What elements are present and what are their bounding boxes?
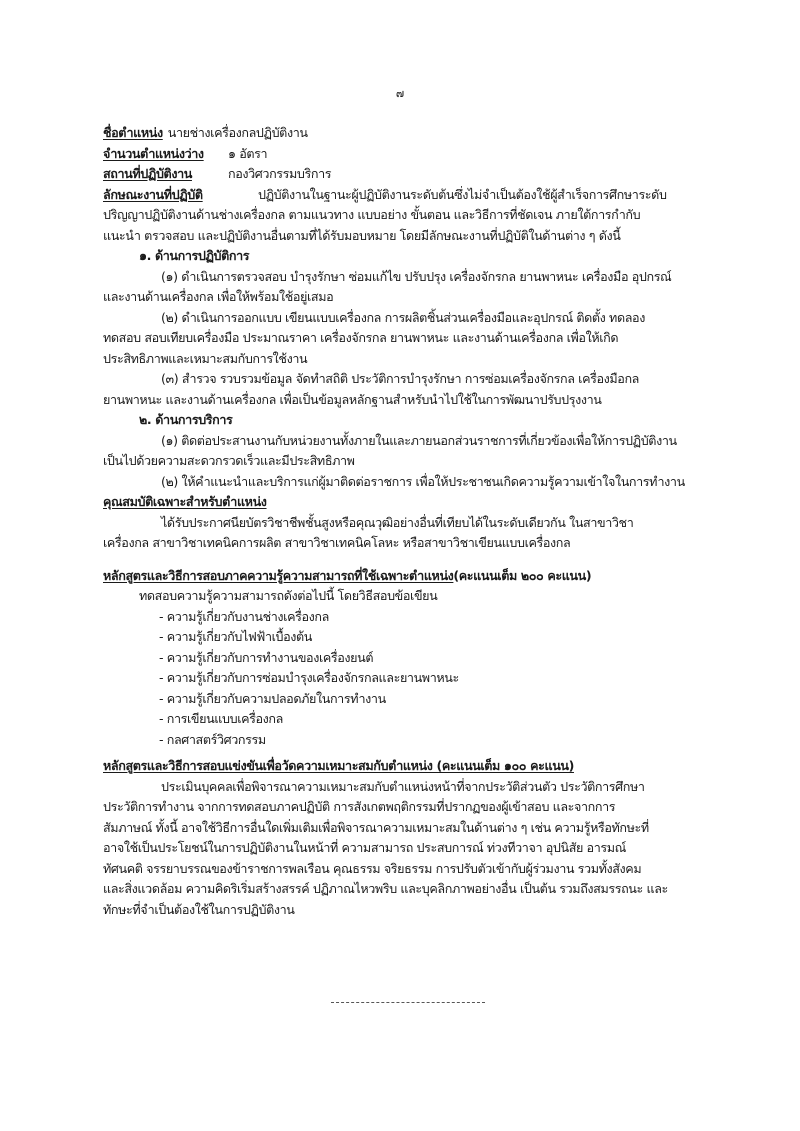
vacancy-value: ๑ อัตรา	[228, 145, 268, 161]
exam-topic: - ความรู้เกี่ยวกับไฟฟ้าเบื้องต้น	[159, 629, 313, 644]
suitability-line: ประวัติการทำงาน จากการทดสอบภาคปฏิบัติ การสังเกตพฤติกรรมที่ปรากฏของผู้เข้าสอบ และจากการ	[103, 799, 616, 814]
page-number: ๗	[395, 87, 405, 100]
exam-topic: - ความรู้เกี่ยวกับความปลอดภัยในการทำงาน	[159, 690, 386, 706]
position-row	[103, 123, 778, 144]
duty-line: แนะนำ ตรวจสอบ และปฏิบัติงานอื่นตามที่ได้รับมอบหมาย โดยมีลักษณะงานที่ปฏิบัติในด้านต่าง ๆ ดังนี้	[103, 227, 621, 243]
suitability-line: ประเมินบุคคลเพื่อพิจารณาความเหมาะสมกับตำแหน่งหน้าที่จากประวัติส่วนตัว ประวัติการศึกษา	[161, 778, 645, 794]
position-value: นายช่างเครื่องกลปฏิบัติงาน	[167, 125, 308, 140]
section-title: ๒. ด้านการบริการ	[139, 412, 233, 427]
duty-row	[103, 185, 778, 206]
exam-topic: - ความรู้เกี่ยวกับงานช่างเครื่องกล	[159, 608, 329, 624]
section-item-cont: เป็นไปด้วยความสะดวกรวดเร็วและมีประสิทธิภาพ	[103, 453, 355, 468]
exam-topic: - ความรู้เกี่ยวกับการซ่อมบำรุงเครื่องจักรกลและยานพาหนะ	[159, 670, 459, 685]
document-body	[103, 123, 778, 920]
duty-label: ลักษณะงานที่ปฏิบัติ	[103, 186, 203, 202]
suitability-line: อาจใช้เป็นประโยชน์ในการปฏิบัติงานในหน้าที่ ความสามารถ ประสบการณ์ ท่วงทีวาจา อุปนิสัย อารมณ์	[103, 840, 626, 855]
knowledge-exam-title: หลักสูตรและวิธีการสอบภาคความรู้ความสามารถที่ใช้เฉพาะตำแหน่ง	[103, 567, 454, 583]
section-item-cont: และงานด้านเครื่องกล เพื่อให้พร้อมใช้อยู่เสมอ	[103, 289, 334, 304]
section-title: ๑. ด้านการปฏิบัติการ	[139, 248, 250, 263]
section-item: (๑) ดำเนินการตรวจสอบ บำรุงรักษา ซ่อมแก้ไข ปรับปรุง เครื่องจักรกล ยานพาหนะ เครื่องมือ อุปกรณ์	[161, 268, 672, 284]
position-label: ชื่อตำแหน่ง	[103, 125, 163, 140]
workplace-label: สถานที่ปฏิบัติงาน	[103, 166, 192, 181]
knowledge-exam-intro: ทดสอบความรู้ความสามารถดังต่อไปนี้ โดยวิธีสอบข้อเขียน	[139, 588, 438, 603]
suitability-line: สัมภาษณ์ ทั้งนี้ อาจใช้วิธีการอื่นใดเพิ่มเติมเพื่อพิจารณาความเหมาะสมในด้านต่าง ๆ เช่น ความรู้หรือทักษะที่	[103, 819, 649, 835]
suitability-line: ทักษะที่จำเป็นต้องใช้ในการปฏิบัติงาน	[103, 901, 295, 917]
section-item: (๒) ดำเนินการออกแบบ เขียนแบบเครื่องกล การผลิตชิ้นส่วนเครื่องมือและอุปกรณ์ ติดตั้ง ทดลอง	[161, 309, 645, 325]
exam-topic: - ความรู้เกี่ยวกับการทำงานของเครื่องยนต์	[159, 649, 374, 665]
suitability-line: ทัศนคติ จรรยาบรรณของข้าราชการพลเรือน คุณธรรม จริยธรรม การปรับตัวเข้ากับผู้ร่วมงาน รวมทั้งสังคม	[103, 860, 642, 876]
qualification-title: คุณสมบัติเฉพาะสำหรับตำแหน่ง	[103, 494, 267, 509]
qualification-line: เครื่องกล สาขาวิชาเทคนิคการผลิต สาขาวิชาเทคนิคโลหะ หรือสาขาวิชาเขียนแบบเครื่องกล	[103, 535, 571, 550]
section-item: (๑) ติดต่อประสานงานกับหน่วยงานทั้งภายในและภายนอกส่วนราชการที่เกี่ยวข้องเพื่อให้การปฏิบัติงาน	[161, 432, 677, 448]
section-item: (๓) สำรวจ รวบรวมข้อมูล จัดทำสถิติ ประวัติการบำรุงรักษา การซ่อมเครื่องจักรกล เครื่องมือกล	[161, 371, 639, 386]
end-separator	[331, 1002, 485, 1003]
vacancy-label: จำนวนตำแหน่งว่าง	[103, 145, 204, 161]
workplace-value: กองวิศวกรรมบริการ	[228, 166, 332, 181]
exam-topic: - กลศาสตร์วิศวกรรม	[159, 731, 266, 747]
exam-topic: - การเขียนแบบเครื่องกล	[159, 711, 283, 726]
knowledge-exam-score: (คะแนนเต็ม ๒๐๐ คะแนน)	[453, 567, 592, 583]
section-item-cont: ประสิทธิภาพและเหมาะสมกับการใช้งาน	[103, 350, 308, 366]
vacancy-row	[103, 144, 778, 165]
section-item: (๒) ให้คำแนะนำและบริการแก่ผู้มาติดต่อราชการ เพื่อให้ประชาชนเกิดความรู้ความเข้าใจในการทำงาน	[161, 473, 685, 489]
suitability-line: และสิ่งแวดล้อม ความคิดริเริ่มสร้างสรรค์ ปฏิภาณไหวพริบ และบุคลิกภาพอย่างอื่น เป็นต้น รวมถึงสมรรถนะ และ	[103, 881, 668, 896]
section-item-cont: ยานพาหนะ และงานด้านเครื่องกล เพื่อเป็นข้อมูลหลักฐานสำหรับนำไปใช้ในการพัฒนาปรับปรุงงาน	[103, 391, 602, 407]
qualification-line: ได้รับประกาศนียบัตรวิชาชีพชั้นสูงหรือคุณวุฒิอย่างอื่นที่เทียบได้ในระดับเดียวกัน ในสาขาวิชา	[161, 514, 634, 530]
duty-line: ปริญญาปฏิบัติงานด้านช่างเครื่องกล ตามแนวทาง แบบอย่าง ขั้นตอน และวิธีการที่ชัดเจน ภายใต้การกำกับ	[103, 207, 641, 222]
section-item-cont: ทดสอบ สอบเทียบเครื่องมือ ประมาณราคา เครื่องจักรกล ยานพาหนะ และงานด้านเครื่องกล เพื่อให้เกิด	[103, 330, 619, 345]
suitability-exam-title: หลักสูตรและวิธีการสอบแข่งขันเพื่อวัดความเหมาะสมกับตำแหน่ง (คะแนนเต็ม ๑๐๐ คะแนน)	[103, 758, 574, 773]
workplace-row	[103, 164, 778, 185]
duty-line: ปฏิบัติงานในฐานะผู้ปฏิบัติงานระดับต้นซึ่งไม่จำเป็นต้องใช้ผู้สำเร็จการศึกษาระดับ	[258, 186, 667, 202]
knowledge-exam-heading	[103, 566, 778, 587]
